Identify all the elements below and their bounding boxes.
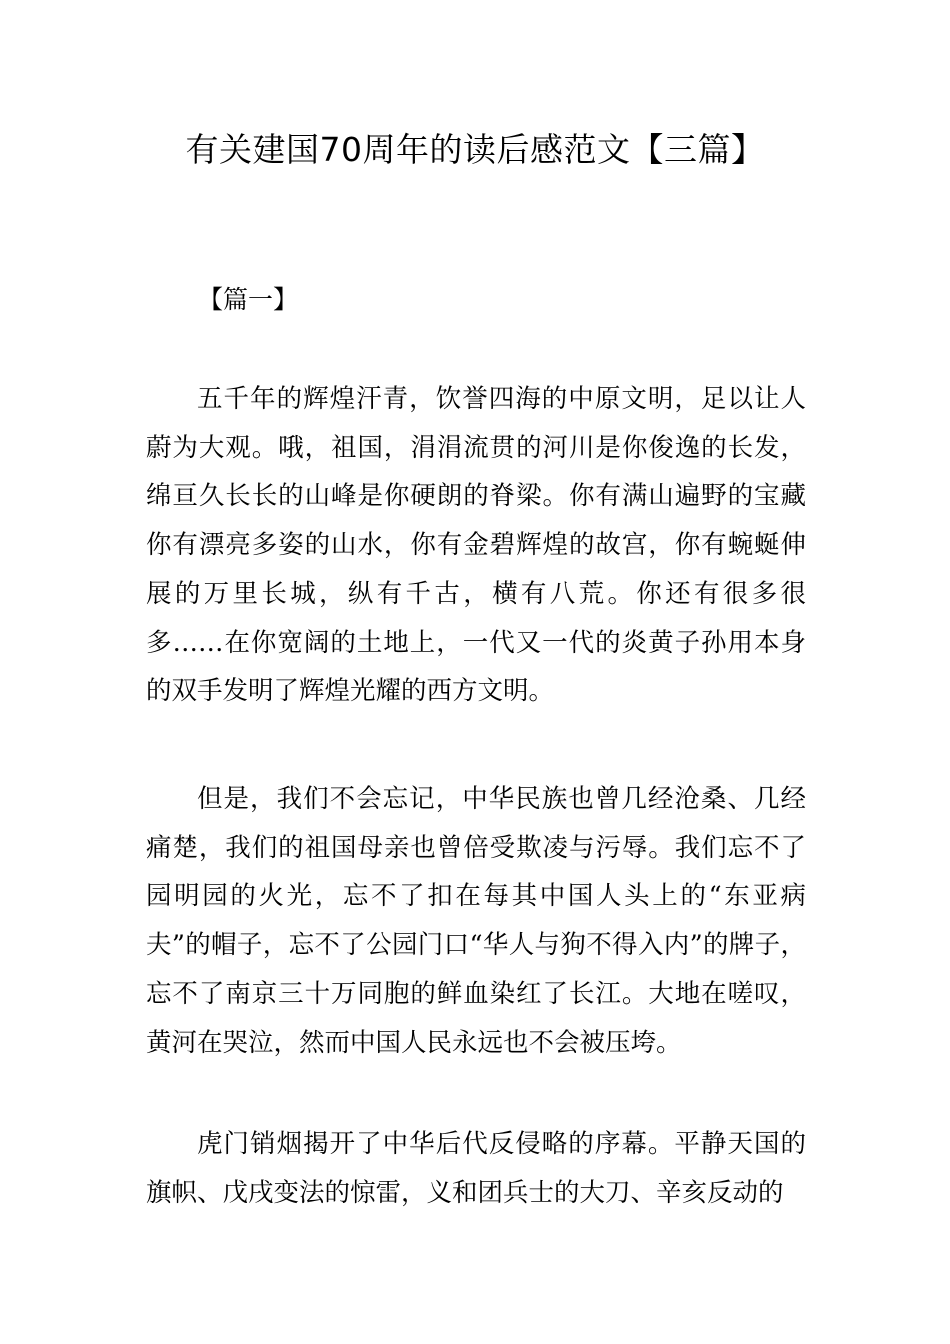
paragraph-1: 五千年的辉煌汗青，饮誉四海的中原文明，足以让人蔚为大观。哦，祖国，涓涓流贯的河川是你俊逸的长发，绵亘久长长的山峰是你硬朗的脊梁。你有满山遍野的宝藏你有漂亮多姿的山水，你有金碧辉煌的故宫，你有蜿蜒伸展的万里长城，纵有千古，横有八荒。你还有很多很多……在你宽阔的土地上，一代又一代的炎黄子孙用本身的双手发明了辉煌光耀的西方文明。 (146, 384, 806, 707)
section-label: 【篇一】 (198, 285, 299, 314)
document-title: 有关建国70周年的读后感范文【三篇】 (185, 130, 765, 169)
paragraph-2: 但是，我们不会忘记，中华民族也曾几经沧桑、几经痛楚，我们的祖国母亲也曾倍受欺凌与污辱。我们忘不了园明园的火光，忘不了扣在每其中国人头上的“东亚病夫”的帽子，忘不了公园门口“华人与狗不得入内”的牌子，忘不了南京三十万同胞的鲜血染红了长江。大地在嗟叹，黄河在哭泣，然而中国人民永远也不会被压垮。 (146, 784, 806, 1058)
paragraph-3: 虎门销烟揭开了中华后代反侵略的序幕。平静天国的旗帜、戊戌变法的惊雷，义和团兵士的大刀、辛亥反动的 (146, 1129, 806, 1208)
